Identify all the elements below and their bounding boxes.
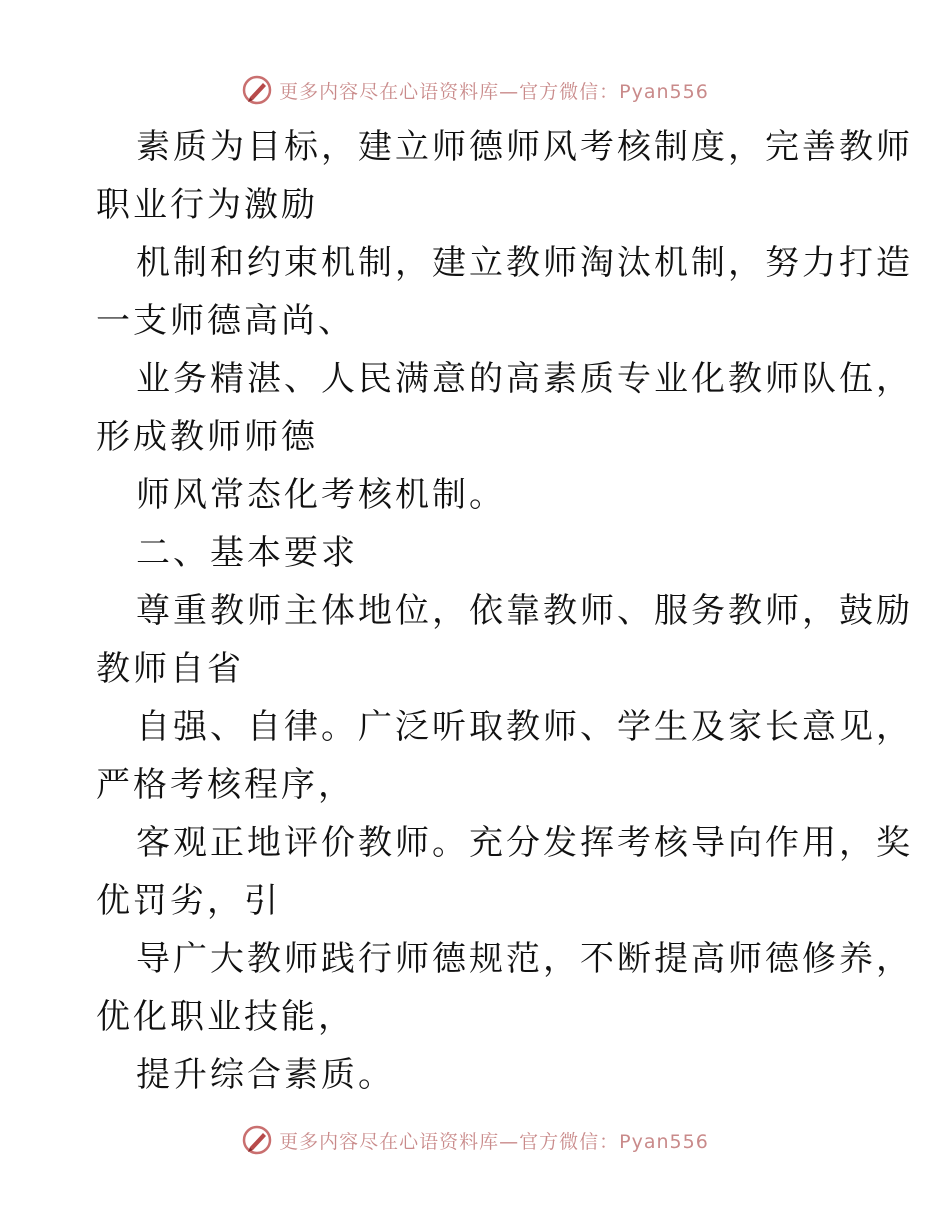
body-line: 提升综合素质。 bbox=[136, 1055, 395, 1095]
body-line: 自强、自律。广泛听取教师、学生及家长意见， bbox=[136, 707, 913, 747]
section-heading: 二、基本要求 bbox=[136, 533, 358, 573]
footer-banner bbox=[0, 1120, 950, 1160]
body-line: 客观正地评价教师。充分发挥考核导向作用，奖 bbox=[136, 823, 913, 863]
header-banner bbox=[0, 70, 950, 110]
pen-circle-logo-icon bbox=[241, 1124, 273, 1156]
body-line: 严格考核程序， bbox=[96, 765, 355, 805]
body-line: 尊重教师主体地位，依靠教师、服务教师，鼓励 bbox=[136, 591, 913, 631]
footer-text: 更多内容尽在心语资料库—官方微信：Pyan556 bbox=[279, 1130, 709, 1153]
body-line: 素质为目标，建立师德师风考核制度，完善教师 bbox=[136, 127, 913, 167]
body-line: 机制和约束机制，建立教师淘汰机制，努力打造 bbox=[136, 243, 913, 283]
pen-circle-logo-icon bbox=[241, 74, 273, 106]
body-line: 业务精湛、人民满意的高素质专业化教师队伍， bbox=[136, 359, 913, 399]
body-line: 职业行为激励 bbox=[96, 185, 318, 225]
body-line: 优罚劣，引 bbox=[96, 881, 281, 921]
body-line: 师风常态化考核机制。 bbox=[136, 475, 506, 515]
body-line: 导广大教师践行师德规范，不断提高师德修养， bbox=[136, 939, 913, 979]
body-line: 优化职业技能， bbox=[96, 997, 355, 1037]
document-body bbox=[96, 118, 913, 1104]
body-line: 一支师德高尚、 bbox=[96, 301, 355, 341]
body-line: 形成教师师德 bbox=[96, 417, 318, 457]
body-line: 教师自省 bbox=[96, 649, 244, 689]
header-text: 更多内容尽在心语资料库—官方微信：Pyan556 bbox=[279, 80, 709, 103]
